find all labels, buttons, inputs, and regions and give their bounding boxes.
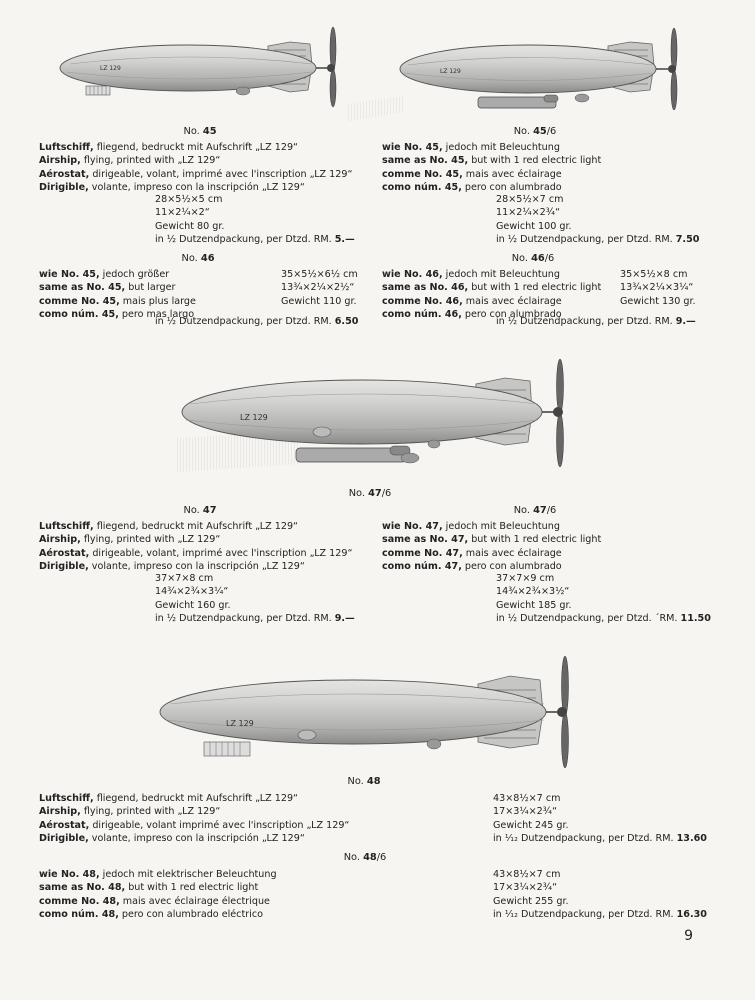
- description-no46: wie No. 45, jedoch größer same as No. 45, but larger comme No. 45, mais plus large como núm. 45, pero mas largo: [39, 269, 196, 321]
- price-no48-6: 16.30: [676, 909, 707, 921]
- specs-no47: 37×7×8 cm 14¾×2¾×3¼“ Gewicht 160 gr. in ½ Dutzendpackung, per Dtzd. RM. 9.—: [155, 573, 355, 625]
- description-no48: Luftschiff, fliegend, bedruckt mit Aufschrift „LZ 129“ Airship, flying, printed with „LZ 129“ Aérostat, dirigeable, volant imprimé avec l'inscription „LZ 129“ Dirigible, volante, impreso con la inscripción „LZ 129“: [39, 793, 350, 845]
- description-no45-6: wie No. 45, jedoch mit Beleuchtung same as No. 45, but with 1 red electric light comme No. 45, mais avec éclairage como núm. 45, pero con alumbrado: [382, 142, 602, 194]
- airship-47-image: [176, 359, 564, 472]
- airship-48-image: [160, 656, 569, 768]
- price-line-no46-6: in ½ Dutzendpackung, per Dtzd. RM. 9.—: [496, 316, 696, 327]
- specs-no45-6: 28×5½×7 cm 11×2¼×2¾“ Gewicht 100 gr. in ½ Dutzendpackung, per Dtzd. RM. 7.50: [496, 194, 700, 246]
- caption-no48-6: No. 48/6: [343, 852, 387, 863]
- price-no46: 6.50: [334, 316, 359, 327]
- caption-no47-image: No. 47/6: [348, 488, 392, 499]
- price-line-no46: in ½ Dutzendpackung, per Dtzd. RM. 6.50: [155, 316, 359, 327]
- caption-no47: No. 47: [183, 505, 217, 516]
- caption-no46-6: No. 46/6: [511, 253, 555, 264]
- price-no45-6: 7.50: [675, 234, 700, 246]
- price-no47-6: 11.50: [680, 613, 711, 625]
- caption-no47-6: No. 47/6: [513, 505, 557, 516]
- svg-text:LZ 129: LZ 129: [226, 719, 254, 728]
- description-no45: Luftschiff, fliegend, bedruckt mit Aufschrift „LZ 129“ Airship, flying, printed with „LZ 129“ Aérostat, dirigeable, volant, imprimé avec l'inscription „LZ 129“ Dirigible, volante, impreso con la inscripción „LZ 129“: [39, 142, 353, 194]
- price-no48: 13.60: [676, 833, 707, 845]
- description-no47-6: wie No. 47, jedoch mit Beleuchtung same as No. 47, but with 1 red electric light comme No. 47, mais avec éclairage como núm. 47, pero con alumbrado: [382, 521, 602, 573]
- description-no47: Luftschiff, fliegend, bedruckt mit Aufschrift „LZ 129“ Airship, flying, printed with „LZ 129“ Aérostat, dirigeable, volant, imprimé avec l'inscription „LZ 129“ Dirigible, volante, impreso con la inscripción „LZ 129“: [39, 521, 353, 573]
- specs-no45: 28×5½×5 cm 11×2¼×2“ Gewicht 80 gr. in ½ Dutzendpackung, per Dtzd. RM. 5.—: [155, 194, 355, 246]
- page-number: 9: [684, 928, 693, 944]
- caption-no48: No. 48: [347, 776, 381, 787]
- airship-45-6-image: [346, 28, 677, 122]
- svg-text:LZ 129: LZ 129: [440, 68, 461, 75]
- price-no46-6: 9.—: [675, 316, 696, 327]
- airship-45-image: [60, 27, 336, 107]
- specs-no47-6: 37×7×9 cm 14¾×2¾×3½“ Gewicht 185 gr. in ½ Dutzendpackung, per Dtzd. ´RM. 11.50: [496, 573, 711, 625]
- description-no46-6: wie No. 46, jedoch mit Beleuchtung same as No. 46, but with 1 red electric light comme No. 46, mais avec éclairage como núm. 46, pero con alumbrado: [382, 269, 602, 321]
- specs-no48: 43×8½×7 cm 17×3¼×2¾“ Gewicht 245 gr. in ¹⁄₁₂ Dutzendpackung, per Dtzd. RM. 13.60: [493, 793, 707, 845]
- specs-no46: 35×5½×6½ cm 13¾×2¼×2½“ Gewicht 110 gr.: [281, 269, 358, 307]
- svg-text:LZ 129: LZ 129: [240, 413, 268, 422]
- specs-no48-6: 43×8½×7 cm 17×3¼×2¾“ Gewicht 255 gr. in ¹⁄₁₂ Dutzendpackung, per Dtzd. RM. 16.30: [493, 869, 707, 921]
- specs-no46-6: 35×5½×8 cm 13¾×2¼×3¼“ Gewicht 130 gr.: [620, 269, 696, 307]
- price-no45: 5.—: [334, 234, 355, 246]
- price-no47: 9.—: [334, 613, 355, 625]
- caption-no46: No. 46: [181, 253, 215, 264]
- caption-no45-6: No. 45/6: [513, 126, 557, 137]
- hull-lettering: LZ 129: [100, 65, 121, 72]
- caption-no45: No. 45: [183, 126, 217, 137]
- description-no48-6: wie No. 48, jedoch mit elektrischer Beleuchtung same as No. 48, but with 1 red electric light comme No. 48, mais avec éclairage électrique como núm. 48, pero con alumbrado eléctrico: [39, 869, 277, 921]
